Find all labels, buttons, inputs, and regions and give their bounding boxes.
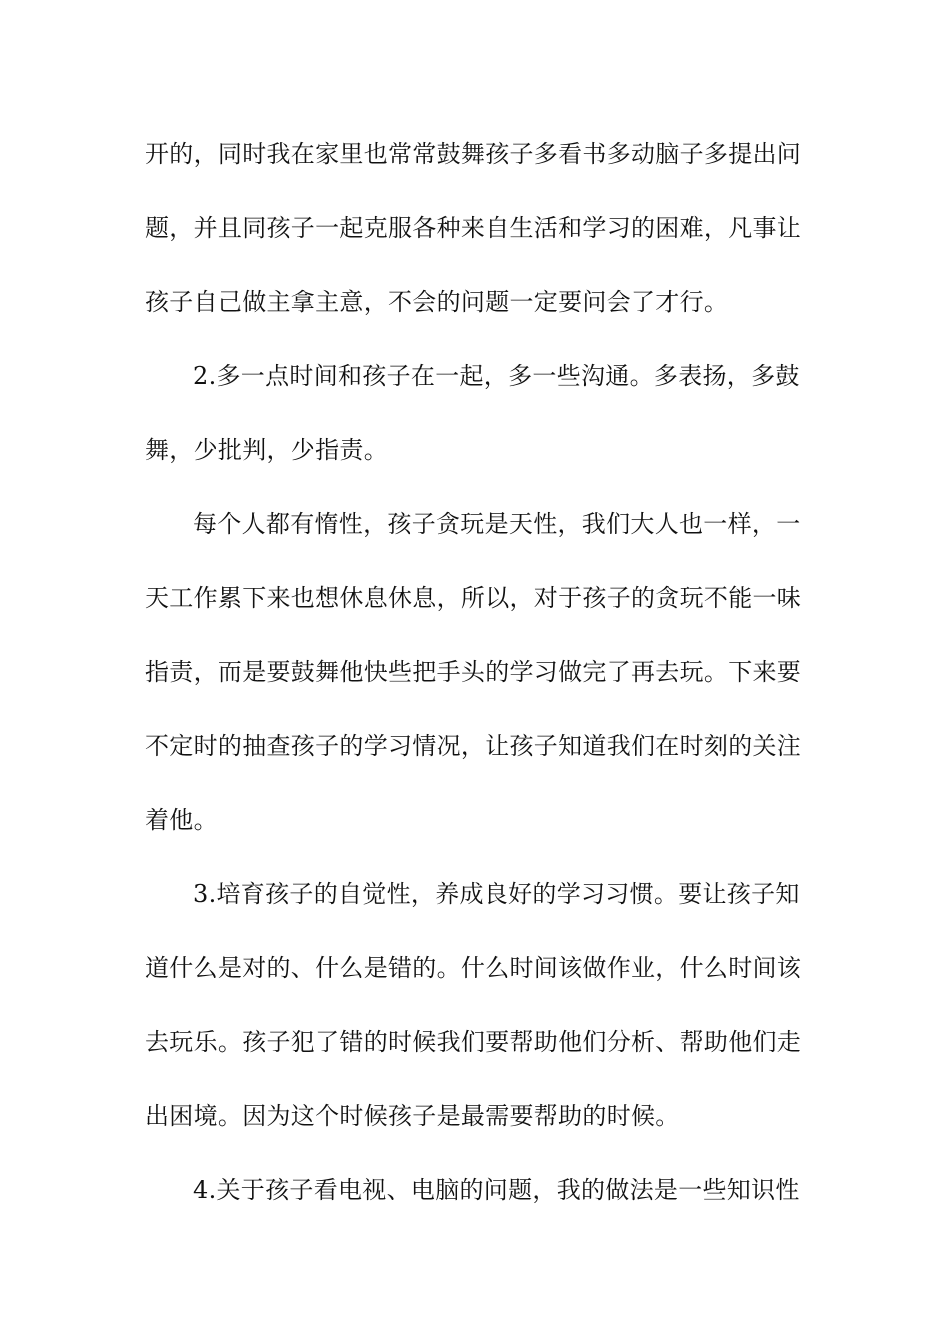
text-line: 舞，少批判，少指责。 [145,436,388,464]
text-line: 出困境。因为这个时候孩子是最需要帮助的时候。 [145,1102,680,1130]
text-line: 天工作累下来也想休息休息，所以，对于孩子的贪玩不能一味 [145,584,802,612]
text-line: 道什么是对的、什么是错的。什么时间该做作业，什么时间该 [145,954,802,982]
text-line: 不定时的抽查孩子的学习情况，让孩子知道我们在时刻的关注 [145,732,802,760]
text-line: 3.培育孩子的自觉性，养成良好的学习习惯。要让孩子知 [193,880,800,908]
text-line: 2.多一点时间和孩子在一起，多一些沟通。多表扬，多鼓 [193,362,800,390]
text-line: 去玩乐。孩子犯了错的时候我们要帮助他们分析、帮助他们走 [145,1028,802,1056]
text-line: 指责，而是要鼓舞他快些把手头的学习做完了再去玩。下来要 [145,658,802,686]
text-line: 每个人都有惰性，孩子贪玩是天性，我们大人也一样，一 [193,510,801,538]
text-line: 题，并且同孩子一起克服各种来自生活和学习的困难，凡事让 [145,214,802,242]
text-line: 着他。 [145,806,218,834]
text-line: 4.关于孩子看电视、电脑的问题，我的做法是一些知识性 [193,1176,800,1204]
text-line: 开的，同时我在家里也常常鼓舞孩子多看书多动脑子多提出问 [145,140,802,168]
text-line: 孩子自己做主拿主意，不会的问题一定要问会了才行。 [145,288,729,316]
document-body [145,130,810,1240]
